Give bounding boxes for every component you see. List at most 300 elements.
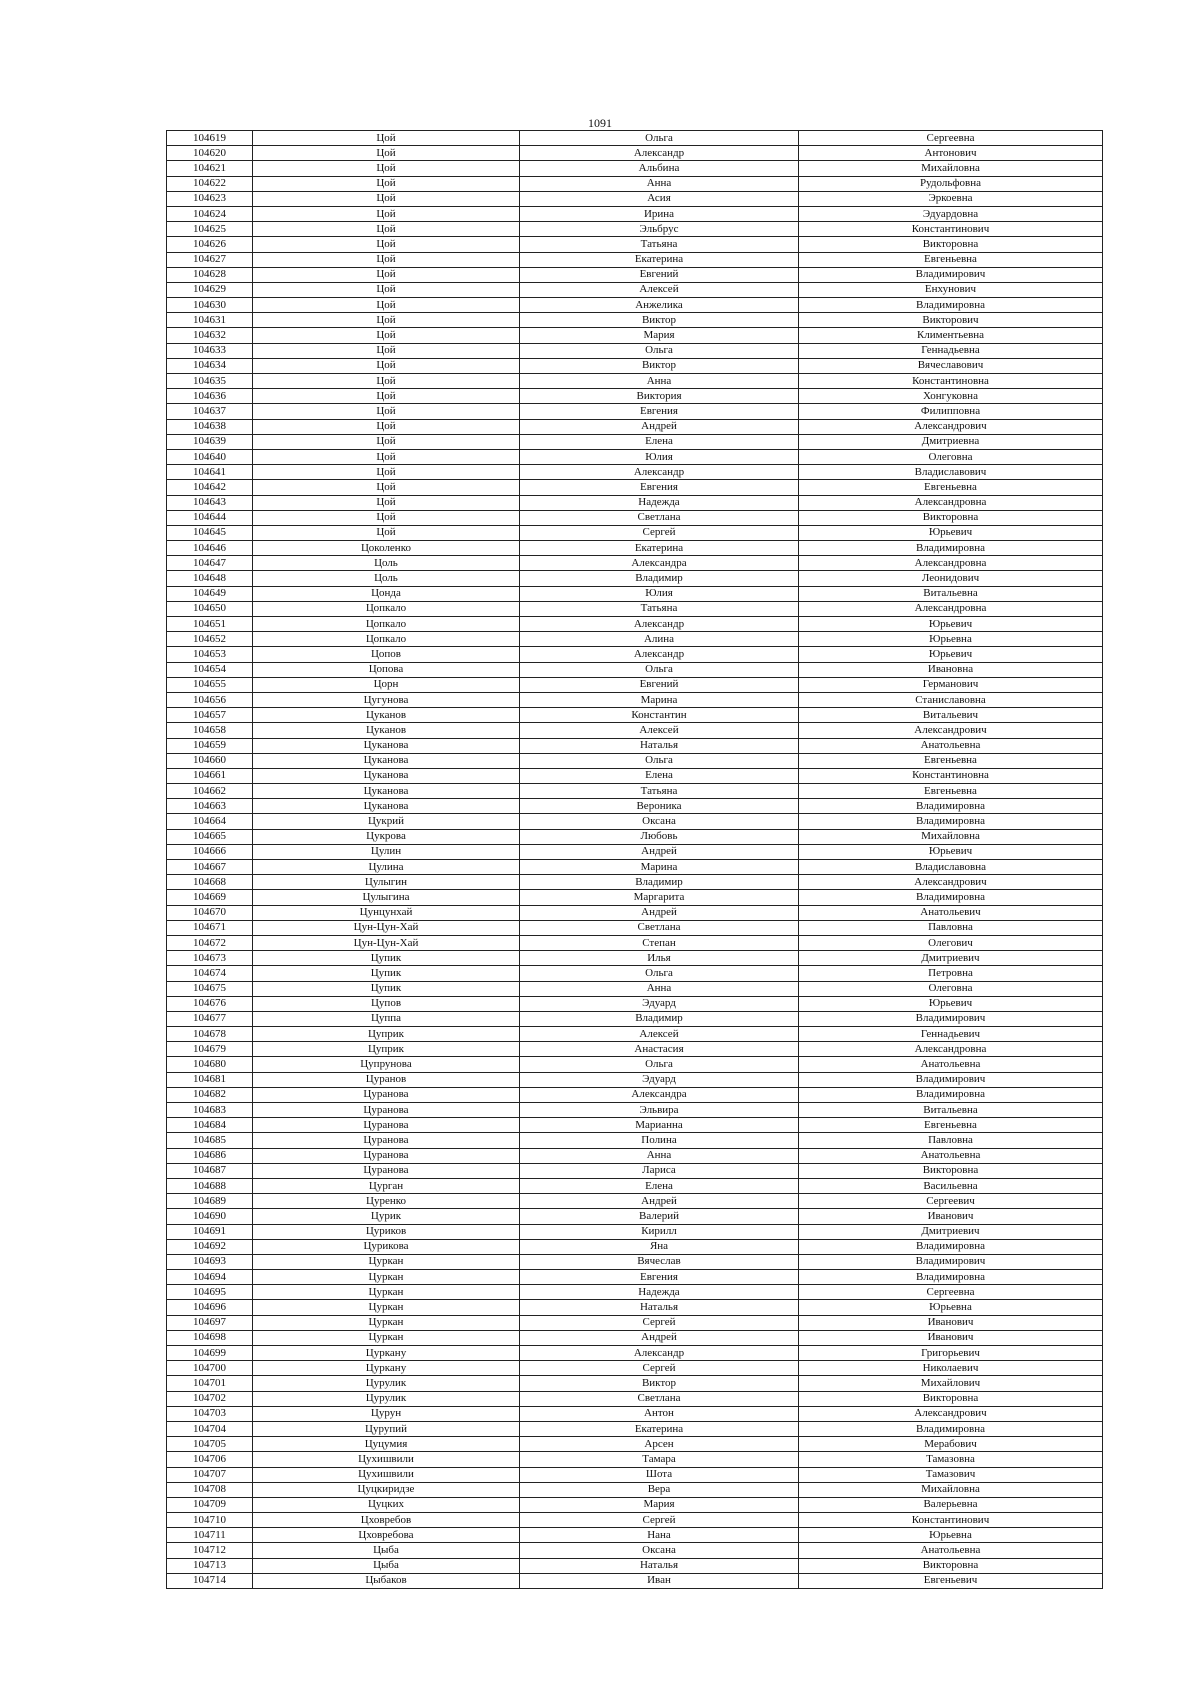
first-name-cell: Ольга [520,131,799,146]
patronymic-cell: Евгеньевна [799,1118,1103,1133]
table-row [167,131,1103,146]
table-row [167,920,1103,935]
table-row [167,571,1103,586]
record-id-cell: 104645 [167,525,253,540]
record-id-cell: 104699 [167,1346,253,1361]
table-row [167,1452,1103,1467]
last-name-cell: Цой [253,495,520,510]
register-table [166,130,1103,1589]
last-name-cell: Цопкало [253,632,520,647]
first-name-cell: Марианна [520,1118,799,1133]
last-name-cell: Цорн [253,677,520,692]
last-name-cell: Цупик [253,966,520,981]
record-id-cell: 104695 [167,1285,253,1300]
patronymic-cell: Витальевич [799,708,1103,723]
first-name-cell: Светлана [520,510,799,525]
table-row [167,692,1103,707]
table-row [167,358,1103,373]
record-id-cell: 104707 [167,1467,253,1482]
patronymic-cell: Филипповна [799,404,1103,419]
record-id-cell: 104685 [167,1133,253,1148]
first-name-cell: Эдуард [520,996,799,1011]
first-name-cell: Александра [520,556,799,571]
record-id-cell: 104664 [167,814,253,829]
last-name-cell: Цуранова [253,1118,520,1133]
first-name-cell: Вера [520,1482,799,1497]
patronymic-cell: Енхунович [799,282,1103,297]
record-id-cell: 104625 [167,222,253,237]
first-name-cell: Илья [520,951,799,966]
first-name-cell: Ирина [520,206,799,221]
record-id-cell: 104681 [167,1072,253,1087]
patronymic-cell: Геннадьевич [799,1027,1103,1042]
last-name-cell: Цуцкиридзе [253,1482,520,1497]
table-row [167,677,1103,692]
last-name-cell: Цуранов [253,1072,520,1087]
first-name-cell: Полина [520,1133,799,1148]
first-name-cell: Александр [520,465,799,480]
patronymic-cell: Витальевна [799,1103,1103,1118]
patronymic-cell: Ивановна [799,662,1103,677]
record-id-cell: 104658 [167,723,253,738]
table-row [167,1543,1103,1558]
first-name-cell: Елена [520,434,799,449]
last-name-cell: Цурупий [253,1421,520,1436]
table-row [167,1558,1103,1573]
patronymic-cell: Дмитриевич [799,951,1103,966]
last-name-cell: Цулыгин [253,875,520,890]
last-name-cell: Цуркан [253,1300,520,1315]
patronymic-cell: Михайловна [799,161,1103,176]
table-row [167,525,1103,540]
patronymic-cell: Анатольевич [799,905,1103,920]
record-id-cell: 104668 [167,875,253,890]
table-row [167,298,1103,313]
last-name-cell: Цукрова [253,829,520,844]
table-row [167,1057,1103,1072]
first-name-cell: Екатерина [520,541,799,556]
first-name-cell: Оксана [520,1543,799,1558]
last-name-cell: Цурган [253,1178,520,1193]
patronymic-cell: Викторовна [799,1558,1103,1573]
first-name-cell: Владимир [520,571,799,586]
table-row [167,1148,1103,1163]
record-id-cell: 104635 [167,374,253,389]
last-name-cell: Цыбаков [253,1573,520,1588]
table-row [167,617,1103,632]
first-name-cell: Евгения [520,1270,799,1285]
last-name-cell: Цой [253,206,520,221]
table-row [167,890,1103,905]
last-name-cell: Цой [253,404,520,419]
record-id-cell: 104687 [167,1163,253,1178]
patronymic-cell: Владимирович [799,1011,1103,1026]
patronymic-cell: Олегович [799,935,1103,950]
last-name-cell: Цой [253,358,520,373]
table-row [167,1118,1103,1133]
last-name-cell: Цой [253,328,520,343]
patronymic-cell: Владимирович [799,1072,1103,1087]
last-name-cell: Цукрий [253,814,520,829]
first-name-cell: Константин [520,708,799,723]
first-name-cell: Тамара [520,1452,799,1467]
patronymic-cell: Владимирович [799,1254,1103,1269]
last-name-cell: Цонда [253,586,520,601]
first-name-cell: Владимир [520,875,799,890]
table-row [167,586,1103,601]
patronymic-cell: Сергеевна [799,131,1103,146]
table-row [167,1391,1103,1406]
patronymic-cell: Иванович [799,1209,1103,1224]
patronymic-cell: Витальевна [799,586,1103,601]
table-row [167,1163,1103,1178]
table-row [167,328,1103,343]
record-id-cell: 104686 [167,1148,253,1163]
last-name-cell: Цулина [253,860,520,875]
last-name-cell: Цугунова [253,692,520,707]
patronymic-cell: Викторовна [799,510,1103,525]
first-name-cell: Александр [520,146,799,161]
last-name-cell: Цховребов [253,1513,520,1528]
table-row [167,1254,1103,1269]
table-row [167,1330,1103,1345]
table-row [167,966,1103,981]
first-name-cell: Марина [520,860,799,875]
record-id-cell: 104704 [167,1421,253,1436]
table-row [167,996,1103,1011]
table-row [167,799,1103,814]
table-row [167,480,1103,495]
record-id-cell: 104636 [167,389,253,404]
table-row [167,1573,1103,1588]
patronymic-cell: Евгеньевич [799,1573,1103,1588]
last-name-cell: Цуканова [253,738,520,753]
first-name-cell: Евгения [520,480,799,495]
patronymic-cell: Владимировна [799,1270,1103,1285]
first-name-cell: Анна [520,981,799,996]
record-id-cell: 104641 [167,465,253,480]
last-name-cell: Цопова [253,662,520,677]
record-id-cell: 104663 [167,799,253,814]
first-name-cell: Альбина [520,161,799,176]
table-row [167,1209,1103,1224]
last-name-cell: Цой [253,419,520,434]
patronymic-cell: Юрьевич [799,525,1103,540]
last-name-cell: Цуприк [253,1042,520,1057]
record-id-cell: 104623 [167,191,253,206]
first-name-cell: Виктор [520,313,799,328]
last-name-cell: Цуркан [253,1330,520,1345]
table-row [167,434,1103,449]
record-id-cell: 104655 [167,677,253,692]
first-name-cell: Татьяна [520,601,799,616]
table-row [167,374,1103,389]
first-name-cell: Шота [520,1467,799,1482]
table-row [167,161,1103,176]
last-name-cell: Цуриков [253,1224,520,1239]
patronymic-cell: Сергеевич [799,1194,1103,1209]
first-name-cell: Эльбрус [520,222,799,237]
first-name-cell: Мария [520,1497,799,1512]
record-id-cell: 104656 [167,692,253,707]
patronymic-cell: Антонович [799,146,1103,161]
record-id-cell: 104710 [167,1513,253,1528]
last-name-cell: Цуранова [253,1148,520,1163]
first-name-cell: Сергей [520,1513,799,1528]
patronymic-cell: Евгеньевна [799,252,1103,267]
patronymic-cell: Евгеньевна [799,753,1103,768]
first-name-cell: Сергей [520,1361,799,1376]
record-id-cell: 104621 [167,161,253,176]
table-row [167,753,1103,768]
patronymic-cell: Владимировна [799,1087,1103,1102]
patronymic-cell: Анатольевна [799,1057,1103,1072]
record-id-cell: 104628 [167,267,253,282]
table-row [167,176,1103,191]
record-id-cell: 104629 [167,282,253,297]
first-name-cell: Виктория [520,389,799,404]
patronymic-cell: Тамазович [799,1467,1103,1482]
record-id-cell: 104683 [167,1103,253,1118]
table-row [167,146,1103,161]
table-row [167,814,1103,829]
first-name-cell: Андрей [520,905,799,920]
table-row [167,1194,1103,1209]
record-id-cell: 104619 [167,131,253,146]
patronymic-cell: Олеговна [799,981,1103,996]
table-row [167,222,1103,237]
record-id-cell: 104692 [167,1239,253,1254]
first-name-cell: Ольга [520,662,799,677]
record-id-cell: 104700 [167,1361,253,1376]
patronymic-cell: Викторовна [799,1391,1103,1406]
table-row [167,1376,1103,1391]
record-id-cell: 104659 [167,738,253,753]
record-id-cell: 104632 [167,328,253,343]
patronymic-cell: Юрьевич [799,844,1103,859]
last-name-cell: Цурун [253,1406,520,1421]
last-name-cell: Цопкало [253,601,520,616]
last-name-cell: Цой [253,267,520,282]
record-id-cell: 104711 [167,1528,253,1543]
first-name-cell: Евгения [520,404,799,419]
patronymic-cell: Анатольевна [799,738,1103,753]
table-row [167,252,1103,267]
record-id-cell: 104697 [167,1315,253,1330]
last-name-cell: Цховребова [253,1528,520,1543]
table-row [167,449,1103,464]
table-row [167,829,1103,844]
first-name-cell: Владимир [520,1011,799,1026]
patronymic-cell: Павловна [799,1133,1103,1148]
table-row [167,1497,1103,1512]
page-number: 1091 [588,116,612,130]
first-name-cell: Вероника [520,799,799,814]
record-id-cell: 104630 [167,298,253,313]
record-id-cell: 104622 [167,176,253,191]
patronymic-cell: Тамазовна [799,1452,1103,1467]
first-name-cell: Андрей [520,1194,799,1209]
patronymic-cell: Владимировна [799,1239,1103,1254]
patronymic-cell: Михайловна [799,1482,1103,1497]
last-name-cell: Цурик [253,1209,520,1224]
table-row [167,723,1103,738]
last-name-cell: Цунцунхай [253,905,520,920]
patronymic-cell: Владимировна [799,1421,1103,1436]
record-id-cell: 104671 [167,920,253,935]
first-name-cell: Любовь [520,829,799,844]
first-name-cell: Алексей [520,723,799,738]
first-name-cell: Иван [520,1573,799,1588]
record-id-cell: 104694 [167,1270,253,1285]
record-id-cell: 104703 [167,1406,253,1421]
patronymic-cell: Юрьевич [799,617,1103,632]
table-row [167,313,1103,328]
table-row [167,784,1103,799]
table-row [167,632,1103,647]
first-name-cell: Степан [520,935,799,950]
last-name-cell: Цой [253,313,520,328]
patronymic-cell: Германович [799,677,1103,692]
table-row [167,1528,1103,1543]
last-name-cell: Цурулик [253,1391,520,1406]
table-row [167,875,1103,890]
patronymic-cell: Петровна [799,966,1103,981]
patronymic-cell: Александрович [799,875,1103,890]
table-row [167,860,1103,875]
patronymic-cell: Хонгуковна [799,389,1103,404]
patronymic-cell: Юрьевна [799,1528,1103,1543]
last-name-cell: Цыба [253,1558,520,1573]
last-name-cell: Цун-Цун-Хай [253,920,520,935]
last-name-cell: Цой [253,434,520,449]
record-id-cell: 104702 [167,1391,253,1406]
last-name-cell: Цой [253,465,520,480]
first-name-cell: Кирилл [520,1224,799,1239]
patronymic-cell: Рудольфовна [799,176,1103,191]
table-row [167,601,1103,616]
patronymic-cell: Дмитриевич [799,1224,1103,1239]
last-name-cell: Цухишвили [253,1467,520,1482]
patronymic-cell: Вячеславович [799,358,1103,373]
first-name-cell: Александр [520,647,799,662]
last-name-cell: Цой [253,191,520,206]
record-id-cell: 104661 [167,768,253,783]
first-name-cell: Анна [520,1148,799,1163]
last-name-cell: Цуканова [253,768,520,783]
first-name-cell: Виктор [520,1376,799,1391]
table-row [167,1300,1103,1315]
record-id-cell: 104705 [167,1437,253,1452]
last-name-cell: Цоль [253,556,520,571]
table-row [167,1406,1103,1421]
table-row [167,1346,1103,1361]
record-id-cell: 104706 [167,1452,253,1467]
record-id-cell: 104691 [167,1224,253,1239]
record-id-cell: 104649 [167,586,253,601]
last-name-cell: Цой [253,449,520,464]
patronymic-cell: Дмитриевна [799,434,1103,449]
record-id-cell: 104676 [167,996,253,1011]
record-id-cell: 104620 [167,146,253,161]
table-row [167,556,1103,571]
record-id-cell: 104672 [167,935,253,950]
last-name-cell: Цой [253,222,520,237]
first-name-cell: Наталья [520,1300,799,1315]
first-name-cell: Маргарита [520,890,799,905]
last-name-cell: Цулин [253,844,520,859]
patronymic-cell: Александровна [799,601,1103,616]
table-row [167,844,1103,859]
last-name-cell: Цопкало [253,617,520,632]
table-row [167,1361,1103,1376]
record-id-cell: 104642 [167,480,253,495]
first-name-cell: Андрей [520,419,799,434]
patronymic-cell: Павловна [799,920,1103,935]
first-name-cell: Оксана [520,814,799,829]
first-name-cell: Анна [520,176,799,191]
patronymic-cell: Константиновна [799,374,1103,389]
table-row [167,1482,1103,1497]
table-row [167,647,1103,662]
record-id-cell: 104639 [167,434,253,449]
record-id-cell: 104684 [167,1118,253,1133]
first-name-cell: Эльвира [520,1103,799,1118]
last-name-cell: Цупов [253,996,520,1011]
patronymic-cell: Викторовна [799,237,1103,252]
record-id-cell: 104680 [167,1057,253,1072]
last-name-cell: Цуцумия [253,1437,520,1452]
first-name-cell: Виктор [520,358,799,373]
first-name-cell: Сергей [520,525,799,540]
record-id-cell: 104652 [167,632,253,647]
patronymic-cell: Иванович [799,1330,1103,1345]
first-name-cell: Светлана [520,1391,799,1406]
last-name-cell: Цуканов [253,708,520,723]
patronymic-cell: Валерьевна [799,1497,1103,1512]
record-id-cell: 104696 [167,1300,253,1315]
last-name-cell: Цой [253,389,520,404]
last-name-cell: Цой [253,176,520,191]
record-id-cell: 104651 [167,617,253,632]
first-name-cell: Александр [520,617,799,632]
last-name-cell: Цурикова [253,1239,520,1254]
record-id-cell: 104673 [167,951,253,966]
record-id-cell: 104648 [167,571,253,586]
record-id-cell: 104679 [167,1042,253,1057]
record-id-cell: 104650 [167,601,253,616]
patronymic-cell: Владимирович [799,267,1103,282]
record-id-cell: 104660 [167,753,253,768]
patronymic-cell: Васильевна [799,1178,1103,1193]
patronymic-cell: Олеговна [799,449,1103,464]
patronymic-cell: Юрьевич [799,996,1103,1011]
first-name-cell: Анна [520,374,799,389]
patronymic-cell: Эдуардовна [799,206,1103,221]
table-row [167,404,1103,419]
record-id-cell: 104712 [167,1543,253,1558]
first-name-cell: Светлана [520,920,799,935]
last-name-cell: Цупрунова [253,1057,520,1072]
last-name-cell: Цой [253,374,520,389]
last-name-cell: Цурулик [253,1376,520,1391]
record-id-cell: 104665 [167,829,253,844]
table-row [167,206,1103,221]
record-id-cell: 104631 [167,313,253,328]
record-id-cell: 104653 [167,647,253,662]
last-name-cell: Цой [253,161,520,176]
first-name-cell: Екатерина [520,1421,799,1436]
